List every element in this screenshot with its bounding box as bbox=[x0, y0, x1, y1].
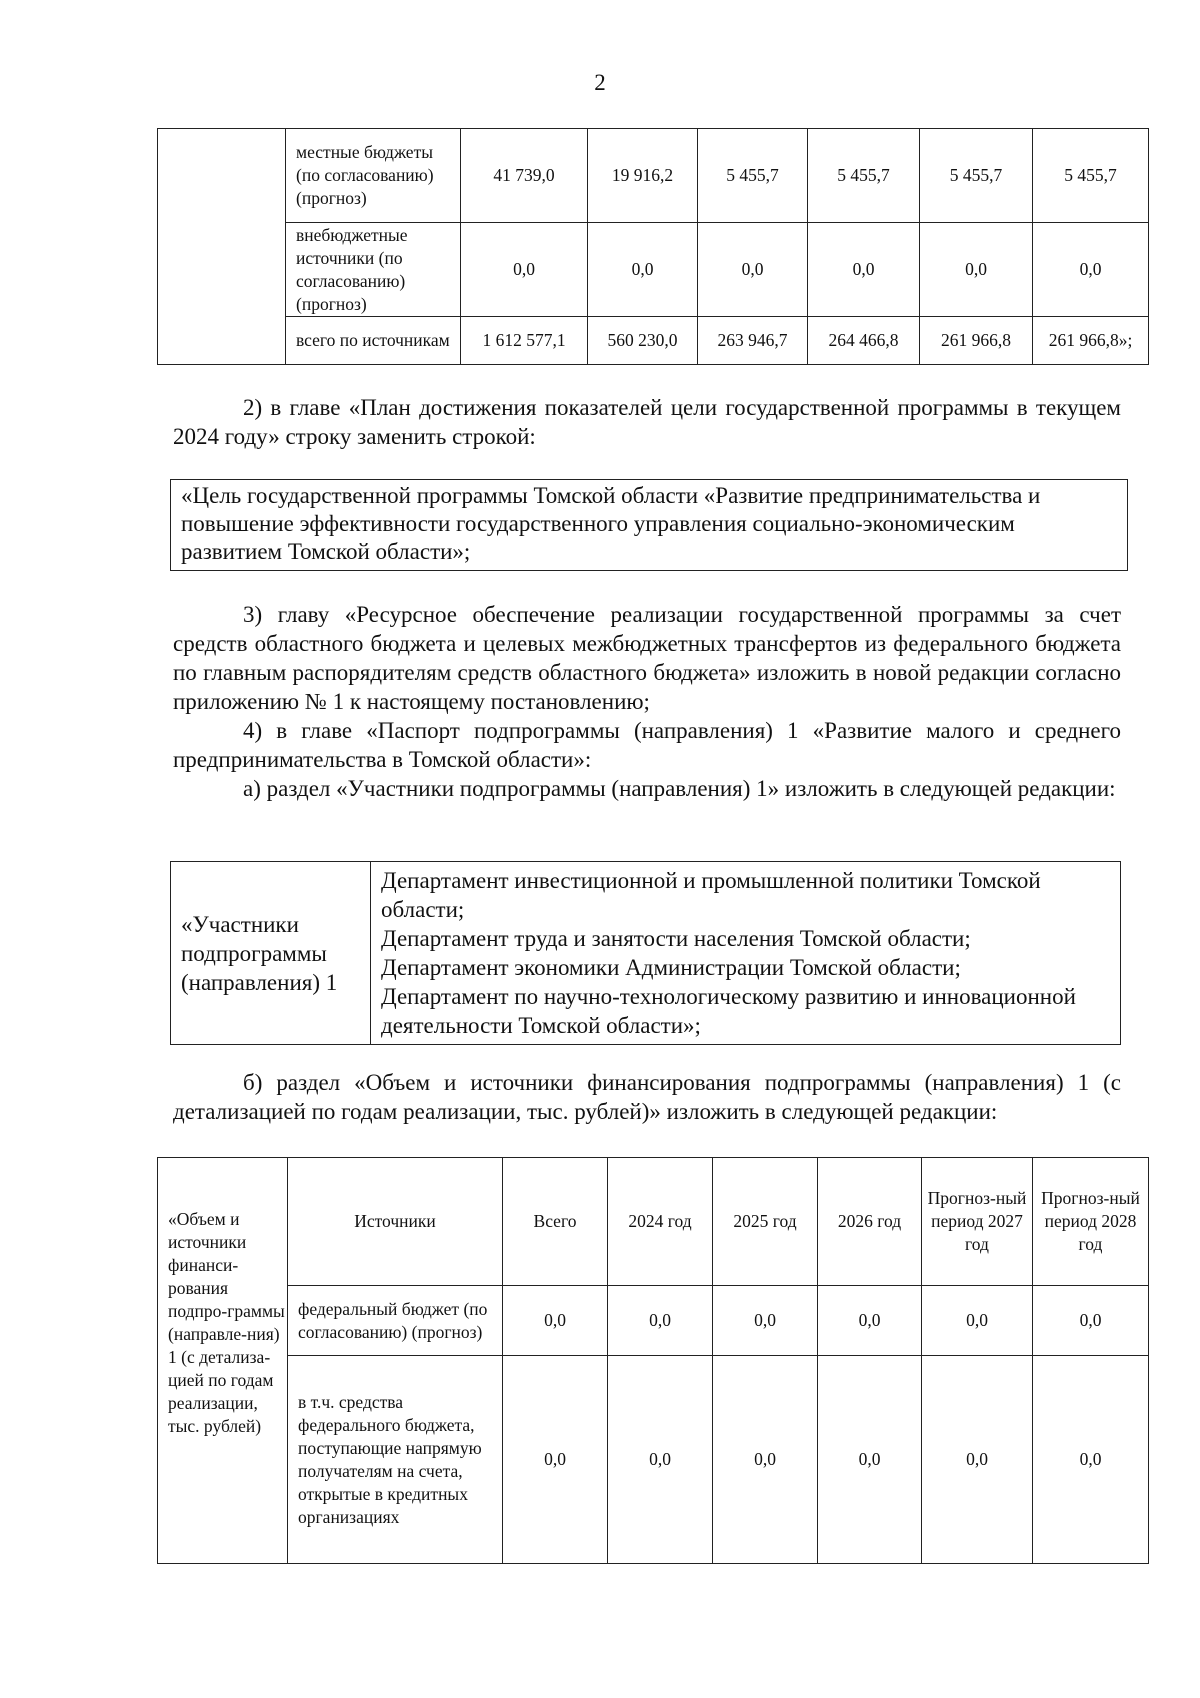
participant-item: Департамент инвестиционной и промышленной политики Томской области; bbox=[381, 868, 1041, 922]
value-cell: 0,0 bbox=[920, 223, 1033, 317]
column-header: Всего bbox=[503, 1158, 608, 1286]
paragraph-2: 2) в главе «План достижения показателей цели государственной программы в текущем 2024 году» строку заменить строкой: bbox=[173, 395, 1121, 449]
column-header: Прогноз-ный период 2027 год bbox=[922, 1158, 1033, 1286]
value-cell: 0,0 bbox=[808, 223, 920, 317]
column-header: 2026 год bbox=[818, 1158, 922, 1286]
value-cell: 560 230,0 bbox=[588, 317, 698, 365]
financing-table-continued bbox=[157, 128, 1149, 365]
value-cell: 263 946,7 bbox=[698, 317, 808, 365]
value-cell: 0,0 bbox=[588, 223, 698, 317]
source-cell: федеральный бюджет (по согласованию) (прогноз) bbox=[288, 1286, 503, 1356]
source-cell: местные бюджеты (по согласованию) (прогноз) bbox=[286, 129, 461, 223]
value-cell: 1 612 577,1 bbox=[461, 317, 588, 365]
value-cell: 41 739,0 bbox=[461, 129, 588, 223]
value-cell: 264 466,8 bbox=[808, 317, 920, 365]
value-cell: 261 966,8 bbox=[920, 317, 1033, 365]
table-row bbox=[171, 862, 1121, 1045]
value-cell: 0,0 bbox=[818, 1356, 922, 1564]
value-cell: 0,0 bbox=[922, 1286, 1033, 1356]
column-header: 2025 год bbox=[713, 1158, 818, 1286]
source-cell: всего по источникам bbox=[286, 317, 461, 365]
source-cell: внебюджетные источники (по согласованию) (прогноз) bbox=[286, 223, 461, 317]
participant-item: Департамент труда и занятости населения Томской области; bbox=[381, 926, 971, 951]
value-cell: 5 455,7 bbox=[808, 129, 920, 223]
value-cell: 5 455,7 bbox=[698, 129, 808, 223]
value-cell: 0,0 bbox=[1033, 1286, 1149, 1356]
paragraph-4b: б) раздел «Объем и источники финансирования подпрограммы (направления) 1 (с детализацией по годам реализации, тыс. рублей)» изложить в следующей редакции: bbox=[173, 1070, 1121, 1124]
value-cell: 0,0 bbox=[698, 223, 808, 317]
financing-table bbox=[157, 1157, 1149, 1564]
column-header: Источники bbox=[288, 1158, 503, 1286]
value-cell: 0,0 bbox=[1033, 1356, 1149, 1564]
table-row bbox=[158, 129, 1149, 223]
participant-item: Департамент экономики Администрации Томской области; bbox=[381, 955, 961, 980]
table-row bbox=[158, 317, 1149, 365]
value-cell: 0,0 bbox=[922, 1356, 1033, 1564]
empty-label-cell bbox=[158, 129, 286, 365]
column-header: Прогноз-ный период 2028 год bbox=[1033, 1158, 1149, 1286]
row-label-cell: «Объем и источники финанси-рования подпро-граммы (направле-ния) 1 (с детализа-цией по годам реализации, тыс. рублей) bbox=[158, 1158, 288, 1564]
value-cell: 0,0 bbox=[608, 1356, 713, 1564]
table-row bbox=[158, 223, 1149, 317]
participants-table bbox=[170, 861, 1121, 1045]
table-row bbox=[158, 1286, 1149, 1356]
value-cell: 5 455,7 bbox=[1033, 129, 1149, 223]
value-cell: 261 966,8»; bbox=[1033, 317, 1149, 365]
value-cell: 0,0 bbox=[503, 1286, 608, 1356]
paragraph-4: 4) в главе «Паспорт подпрограммы (направления) 1 «Развитие малого и среднего предпринимательства в Томской области»: bbox=[173, 718, 1121, 772]
participants-list bbox=[371, 862, 1121, 1045]
value-cell: 0,0 bbox=[503, 1356, 608, 1564]
value-cell: 0,0 bbox=[1033, 223, 1149, 317]
goal-box: «Цель государственной программы Томской области «Развитие предпринимательства и повышение эффективности государственного управления социально-экономическим развитием Томской области»; bbox=[170, 479, 1128, 571]
value-cell: 0,0 bbox=[461, 223, 588, 317]
value-cell: 5 455,7 bbox=[920, 129, 1033, 223]
value-cell: 0,0 bbox=[713, 1356, 818, 1564]
column-header: 2024 год bbox=[608, 1158, 713, 1286]
table-header-row bbox=[158, 1158, 1149, 1286]
value-cell: 0,0 bbox=[713, 1286, 818, 1356]
value-cell: 0,0 bbox=[818, 1286, 922, 1356]
paragraph-3: 3) главу «Ресурсное обеспечение реализации государственной программы за счет средств областного бюджета и целевых межбюджетных трансфертов из федерального бюджета по главным распорядителям средств областного бюджета» изложить в новой редакции согласно приложению № 1 к настоящему постановлению; bbox=[173, 602, 1121, 714]
value-cell: 0,0 bbox=[608, 1286, 713, 1356]
source-cell: в т.ч. средства федерального бюджета, поступающие напрямую получателям на счета, открытые в кредитных организациях bbox=[288, 1356, 503, 1564]
table-row bbox=[158, 1356, 1149, 1564]
value-cell: 19 916,2 bbox=[588, 129, 698, 223]
participants-label: «Участники подпрограммы (направления) 1 bbox=[171, 862, 371, 1045]
paragraph-4a: а) раздел «Участники подпрограммы (направления) 1» изложить в следующей редакции: bbox=[243, 776, 1116, 801]
participant-item: Департамент по научно-технологическому развитию и инновационной деятельности Томской области»; bbox=[381, 984, 1076, 1038]
page-number: 2 bbox=[594, 70, 606, 95]
